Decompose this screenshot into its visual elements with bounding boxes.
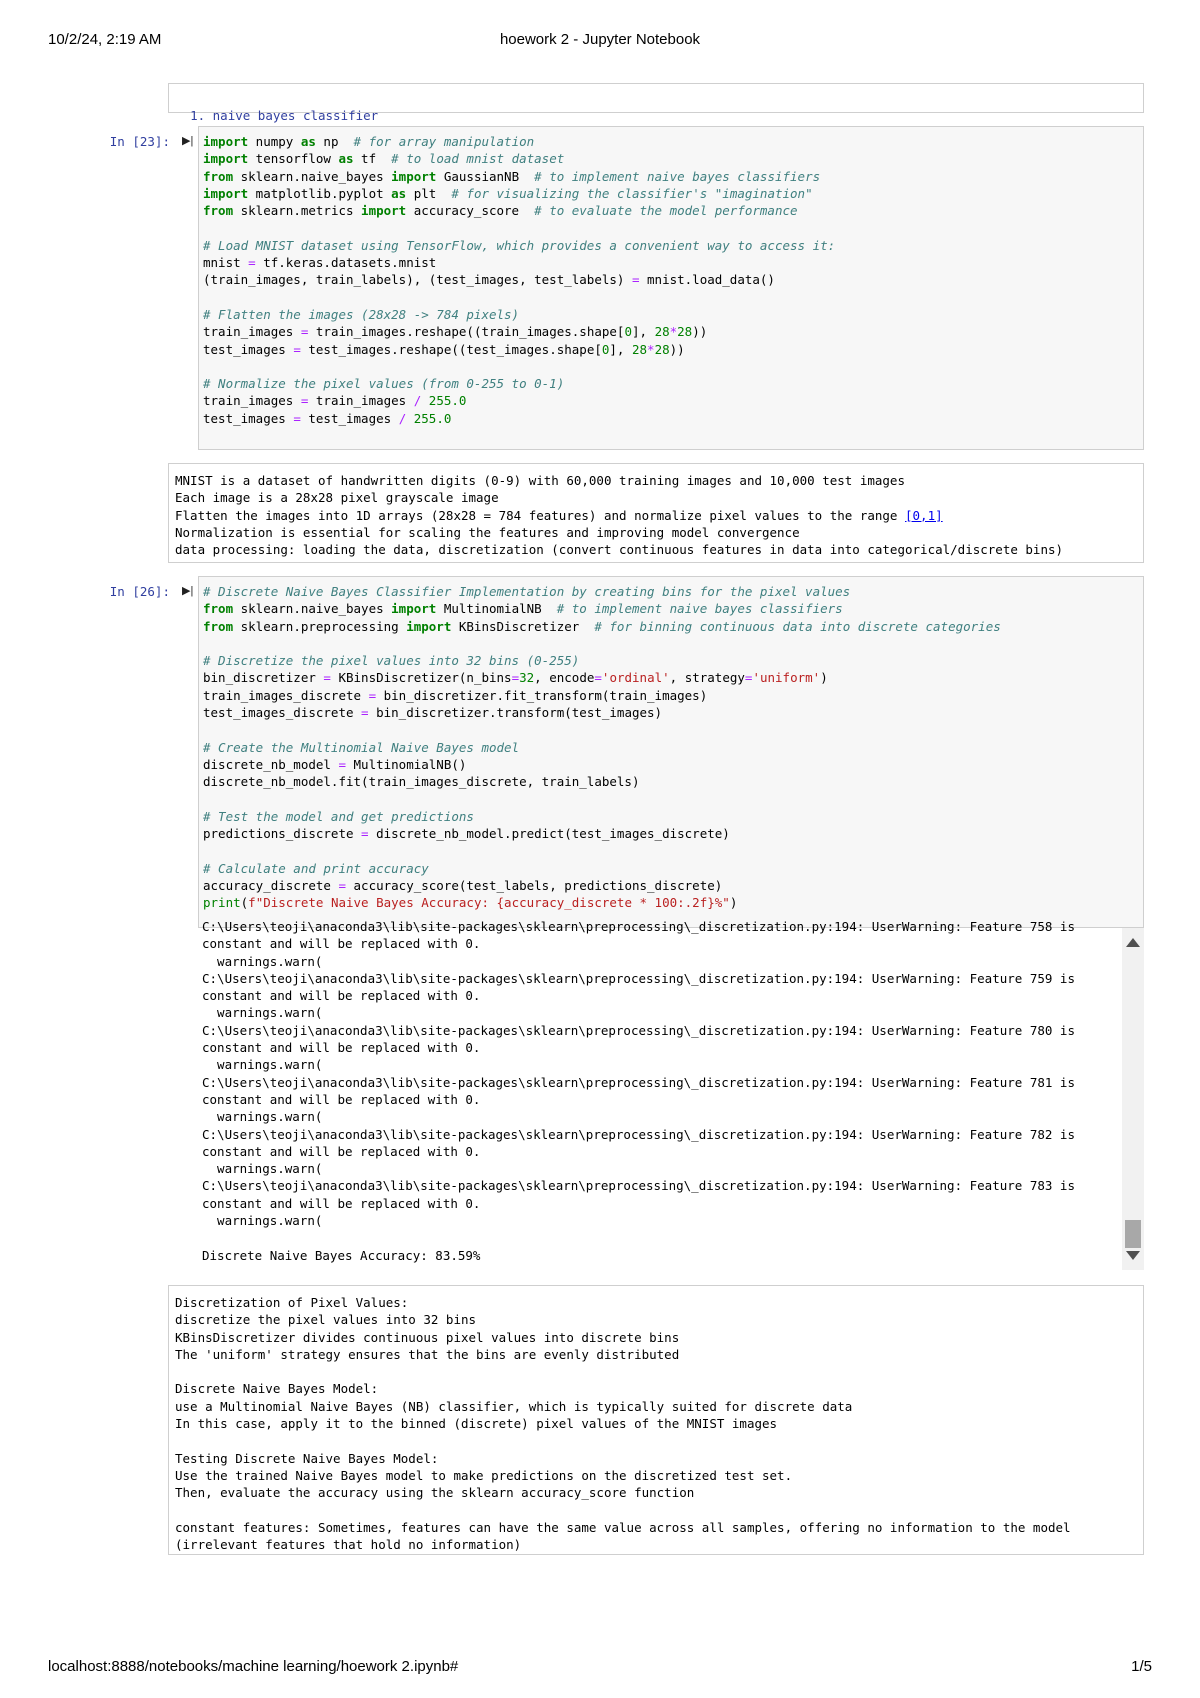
text-line: Discretization of Pixel Values: (175, 1295, 409, 1310)
code-line: from sklearn.naive_bayes import MultinomialNB # to implement naive bayes classifiers (203, 601, 843, 617)
text-line (175, 507, 1137, 524)
code-cell-discrete-nb[interactable] (198, 576, 1144, 928)
markdown-cell-mnist-notes[interactable] (168, 463, 1144, 563)
text-line (202, 1229, 1075, 1246)
cell-text: 1. naive bayes classifier (190, 108, 379, 124)
text-line: KBinsDiscretizer divides continuous pixel values into discrete bins (175, 1329, 680, 1345)
code-line: # Discretize the pixel values into 32 bins (0-255) (203, 653, 580, 669)
print-title: hoework 2 - Jupyter Notebook (499, 31, 701, 48)
print-header (48, 31, 1152, 48)
range-link[interactable]: [0,1] (905, 507, 943, 523)
text-line: C:\Users\teoji\anaconda3\lib\site-packages\sklearn\preprocessing\_discretization.py:194: UserWarning: Feature 782 is (202, 1126, 1075, 1142)
text-line (175, 524, 1137, 541)
text-line: warnings.warn( (202, 1005, 323, 1021)
input-prompt: In [26]: (109, 584, 170, 599)
code-line: (train_images, train_labels), (test_images, test_labels) = mnist.load_data() (203, 272, 775, 288)
text-segment: data processing: loading the data, discretization (convert continuous features in data into categorical/discrete bins) (175, 542, 1064, 558)
markdown-cell-explanation[interactable] (168, 1285, 1144, 1555)
code-line: from sklearn.naive_bayes import GaussianNB # to implement naive bayes classifiers (203, 168, 821, 184)
code-line: discrete_nb_model.fit(train_images_discrete, train_labels) (203, 774, 640, 790)
output-scrollbar[interactable] (1122, 928, 1144, 1270)
code-line: # Test the model and get predictions (203, 808, 474, 824)
text-line: discretize the pixel values into 32 bins (175, 1312, 477, 1328)
code-line: discrete_nb_model = MultinomialNB() (203, 756, 467, 772)
code-line: mnist = tf.keras.datasets.mnist (203, 255, 437, 271)
code-line (203, 842, 1139, 859)
code-line: test_images = test_images / 255.0 (203, 410, 452, 426)
code-line: print(f"Discrete Naive Bayes Accuracy: {accuracy_discrete * 100:.2f}%") (203, 895, 738, 911)
code-line: # Load MNIST dataset using TensorFlow, which provides a convenient way to access it: (203, 237, 836, 253)
scroll-up-icon[interactable] (1126, 938, 1140, 947)
text-line: C:\Users\teoji\anaconda3\lib\site-packages\sklearn\preprocessing\_discretization.py:194: UserWarning: Feature 781 is (202, 1074, 1075, 1090)
print-url: localhost:8888/notebooks/machine learning/hoework 2.ipynb# (48, 1658, 459, 1675)
code-line: train_images_discrete = bin_discretizer.fit_transform(train_images) (203, 687, 708, 703)
text-line: constant features: Sometimes, features can have the same value across all samples, offering no information to the model (175, 1519, 1071, 1535)
code-line: bin_discretizer = KBinsDiscretizer(n_bins=32, encode='ordinal', strategy='uniform') (203, 670, 828, 686)
scrollbar-thumb[interactable] (1125, 1220, 1141, 1248)
text-line (175, 1363, 1137, 1380)
code-line: # Create the Multinomial Naive Bayes model (203, 739, 520, 755)
text-segment: MNIST is a dataset of handwritten digits (0-9) with 60,000 training images and 10,000 test images (175, 473, 905, 488)
text-line: C:\Users\teoji\anaconda3\lib\site-packages\sklearn\preprocessing\_discretization.py:194: UserWarning: Feature 758 is (202, 919, 1075, 934)
text-segment: Each image is a 28x28 pixel grayscale image (175, 490, 499, 506)
code-line: import matplotlib.pyplot as plt # for visualizing the classifier's "imagination" (203, 185, 813, 201)
text-line: C:\Users\teoji\anaconda3\lib\site-packages\sklearn\preprocessing\_discretization.py:194: UserWarning: Feature 783 is (202, 1178, 1075, 1194)
code-line: # Flatten the images (28x28 -> 784 pixels) (203, 306, 520, 322)
text-line: constant and will be replaced with 0. (202, 1091, 481, 1107)
text-line: Use the trained Naive Bayes model to make predictions on the discretized test set. (175, 1467, 793, 1483)
text-line: Discrete Naive Bayes Model: (175, 1381, 379, 1397)
code-line (203, 219, 1139, 236)
text-line: constant and will be replaced with 0. (202, 1040, 481, 1056)
text-segment: Normalization is essential for scaling the features and improving model convergence (175, 524, 800, 540)
text-line: use a Multinomial Naive Bayes (NB) classifier, which is typically suited for discrete data (175, 1398, 853, 1414)
code-line (203, 289, 1139, 306)
code-line: import tensorflow as tf # to load mnist dataset (203, 151, 565, 167)
code-line: test_images_discrete = bin_discretizer.transform(test_images) (203, 705, 663, 721)
code-line (203, 358, 1139, 375)
run-cell-icon[interactable]: ▶| (182, 585, 194, 597)
page-number: 1/5 (1131, 1658, 1152, 1675)
print-footer (48, 1658, 1152, 1675)
input-prompt: In [23]: (109, 134, 170, 149)
text-line: warnings.warn( (202, 1213, 323, 1229)
code-line: test_images = test_images.reshape((test_images.shape[0], 28*28)) (203, 341, 685, 357)
code-line: from sklearn.metrics import accuracy_score # to evaluate the model performance (203, 203, 798, 219)
text-line (175, 1432, 1137, 1449)
code-line: from sklearn.preprocessing import KBinsDiscretizer # for binning continuous data into discrete categories (203, 618, 1001, 634)
code-line: accuracy_discrete = accuracy_score(test_labels, predictions_discrete) (203, 878, 723, 894)
text-line (175, 489, 1137, 506)
text-line: warnings.warn( (202, 1109, 323, 1125)
code-line: train_images = train_images.reshape((train_images.shape[0], 28*28)) (203, 324, 708, 340)
text-line (175, 541, 1137, 558)
text-line: C:\Users\teoji\anaconda3\lib\site-packages\sklearn\preprocessing\_discretization.py:194: UserWarning: Feature 759 is (202, 970, 1075, 986)
text-line: (irrelevant features that hold no information) (175, 1537, 522, 1553)
code-line (203, 791, 1139, 808)
text-line: The 'uniform' strategy ensures that the bins are evenly distributed (175, 1346, 680, 1362)
code-line: # Normalize the pixel values (from 0-255 to 0-1) (203, 376, 565, 392)
cell-output-area[interactable] (198, 919, 1144, 1270)
text-line: In this case, apply it to the binned (discrete) pixel values of the MNIST images (175, 1416, 778, 1432)
text-segment: Flatten the images into 1D arrays (28x28 = 784 features) and normalize pixel values to the range (175, 507, 905, 523)
text-line: Discrete Naive Bayes Accuracy: 83.59% (202, 1247, 481, 1263)
text-line: Testing Discrete Naive Bayes Model: (175, 1450, 439, 1466)
code-line: # Discrete Naive Bayes Classifier Implementation by creating bins for the pixel values (203, 584, 851, 599)
code-cell-load-data[interactable] (198, 126, 1144, 450)
text-line: constant and will be replaced with 0. (202, 1195, 481, 1211)
run-cell-icon[interactable]: ▶| (182, 135, 194, 147)
code-line (203, 721, 1139, 738)
text-line: C:\Users\teoji\anaconda3\lib\site-packages\sklearn\preprocessing\_discretization.py:194: UserWarning: Feature 780 is (202, 1022, 1075, 1038)
code-line (203, 635, 1139, 652)
text-line: warnings.warn( (202, 1161, 323, 1177)
code-line: # Calculate and print accuracy (203, 860, 429, 876)
markdown-cell-title[interactable] (168, 83, 1144, 124)
text-line: constant and will be replaced with 0. (202, 988, 481, 1004)
text-line: constant and will be replaced with 0. (202, 936, 481, 952)
print-datetime: 10/2/24, 2:19 AM (48, 31, 162, 48)
code-line: predictions_discrete = discrete_nb_model.predict(test_images_discrete) (203, 826, 730, 842)
text-line (175, 472, 1137, 489)
text-line: constant and will be replaced with 0. (202, 1143, 481, 1159)
text-line: warnings.warn( (202, 1057, 323, 1073)
text-line: warnings.warn( (202, 953, 323, 969)
text-line (175, 1502, 1137, 1519)
text-line: Then, evaluate the accuracy using the sklearn accuracy_score function (175, 1485, 695, 1501)
code-line: train_images = train_images / 255.0 (203, 393, 467, 409)
scroll-down-icon[interactable] (1126, 1251, 1140, 1260)
code-line: import numpy as np # for array manipulation (203, 134, 535, 149)
